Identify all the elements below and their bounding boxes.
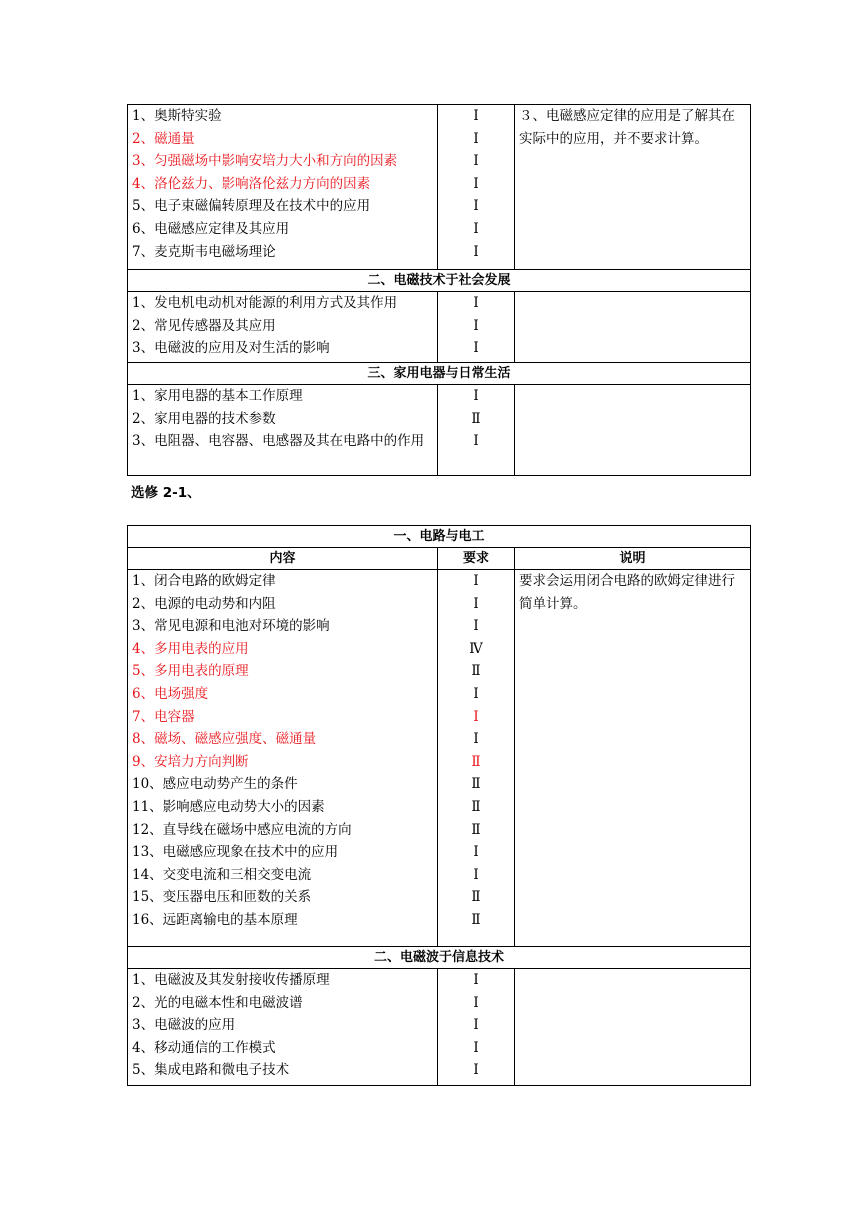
section-row (128, 270, 751, 292)
list-item: 6、电场强度 (132, 685, 209, 702)
requirement-level: Ⅰ (473, 130, 479, 147)
requirement-level: Ⅰ (473, 972, 479, 988)
list-item: 7、电容器 (132, 708, 195, 725)
requirement-level: Ⅰ (473, 388, 479, 404)
note-cell (515, 292, 751, 363)
list-item: 3、电磁波的应用及对生活的影响 (132, 340, 330, 357)
list-item: 7、麦克斯韦电磁场理论 (132, 243, 276, 260)
list-item: 5、集成电路和微电子技术 (132, 1062, 290, 1079)
content-cell (128, 385, 438, 476)
requirement-level: Ⅰ (473, 108, 479, 124)
requirement-level: Ⅱ (471, 889, 481, 906)
list-item: 1、发电机电动机对能源的利用方式及其作用 (132, 295, 398, 311)
section-title: 一、电路与电工 (128, 526, 751, 548)
table-row (128, 105, 751, 270)
requirement-level: Ⅰ (473, 317, 479, 334)
list-item: 3、匀强磁场中影响安培力大小和方向的因素 (132, 153, 398, 170)
list-item: 1、闭合电路的欧姆定律 (132, 573, 276, 589)
list-item: 8、磁场、磁感应强度、磁通量 (132, 731, 317, 748)
requirement-level: Ⅱ (471, 410, 481, 427)
standards-table-1 (127, 104, 751, 476)
section-row (128, 363, 751, 385)
requirement-level: Ⅳ (469, 640, 483, 657)
list-item: 2、电源的电动势和内阻 (132, 595, 276, 612)
table-row (128, 570, 751, 947)
column-header-requirement: 要求 (438, 548, 515, 570)
section-row (128, 947, 751, 969)
requirement-level: Ⅰ (473, 844, 479, 861)
list-item: 14、交变电流和三相交变电流 (132, 866, 312, 883)
list-item: 4、洛伦兹力、影响洛伦兹力方向的因素 (132, 175, 371, 192)
requirement-level: Ⅰ (473, 340, 479, 357)
column-header-note: 说明 (515, 548, 751, 570)
list-item: 4、移动通信的工作模式 (132, 1039, 276, 1056)
requirement-level: Ⅰ (473, 295, 479, 311)
list-item: 13、电磁感应现象在技术中的应用 (132, 844, 339, 861)
requirement-level: Ⅰ (473, 685, 479, 702)
section-row (128, 526, 751, 548)
note-cell (515, 105, 751, 270)
requirement-level: Ⅱ (471, 776, 481, 793)
table-row (128, 292, 751, 363)
table-row (128, 969, 751, 1086)
standards-table-2 (127, 525, 751, 1086)
requirement-level: Ⅰ (473, 573, 479, 589)
requirement-level: Ⅰ (473, 1017, 479, 1034)
requirement-level: Ⅰ (473, 994, 479, 1011)
content-cell (128, 969, 438, 1086)
list-item: 15、变压器电压和匝数的关系 (132, 889, 312, 906)
list-item: 2、光的电磁本性和电磁波谱 (132, 994, 303, 1011)
note-cell (515, 385, 751, 476)
requirement-level: Ⅱ (471, 798, 481, 815)
requirement-level: Ⅱ (471, 821, 481, 838)
column-header-content: 内容 (128, 548, 438, 570)
requirement-cell (438, 385, 515, 476)
note-text: 要求会运用闭合电路的欧姆定律进行简单计算。 (519, 573, 735, 612)
requirement-level: Ⅰ (473, 175, 479, 192)
requirement-level: Ⅱ (471, 753, 481, 770)
requirement-level: Ⅰ (473, 243, 479, 260)
requirement-cell (438, 292, 515, 363)
table-row (128, 385, 751, 476)
list-item: 3、常见电源和电池对环境的影响 (132, 618, 330, 635)
note-cell (515, 969, 751, 1086)
section-title: 二、电磁波于信息技术 (128, 947, 751, 969)
list-item: 1、家用电器的基本工作原理 (132, 388, 303, 404)
section-title: 三、家用电器与日常生活 (128, 363, 751, 385)
list-item: 5、多用电表的原理 (132, 663, 249, 680)
requirement-level: Ⅱ (471, 663, 481, 680)
requirement-level: Ⅰ (473, 731, 479, 748)
requirement-cell (438, 969, 515, 1086)
note-cell (515, 570, 751, 947)
requirement-level: Ⅰ (473, 708, 479, 725)
requirement-level: Ⅰ (473, 433, 479, 450)
requirement-level: Ⅰ (473, 866, 479, 883)
list-item: 12、直导线在磁场中感应电流的方向 (132, 821, 352, 838)
list-item: 2、常见传感器及其应用 (132, 317, 276, 334)
requirement-cell (438, 105, 515, 270)
section-label: 选修 2-1、 (131, 485, 201, 501)
list-item: 4、多用电表的应用 (132, 640, 249, 657)
list-item: 3、电磁波的应用 (132, 1017, 236, 1034)
list-item: 1、电磁波及其发射接收传播原理 (132, 972, 330, 988)
list-item: 2、家用电器的技术参数 (132, 410, 276, 427)
list-item: 1、奥斯特实验 (132, 108, 222, 124)
list-item: 11、影响感应电动势大小的因素 (132, 798, 325, 815)
requirement-level: Ⅰ (473, 220, 479, 237)
requirement-level: Ⅰ (473, 595, 479, 612)
content-cell (128, 105, 438, 270)
requirement-level: Ⅱ (471, 911, 481, 928)
list-item: 3、电阻器、电容器、电感器及其在电路中的作用 (132, 433, 425, 450)
list-item: 5、电子束磁偏转原理及在技术中的应用 (132, 198, 371, 215)
list-item: 9、安培力方向判断 (132, 753, 249, 770)
list-item: 10、感应电动势产生的条件 (132, 776, 298, 793)
list-item: 16、远距离输电的基本原理 (132, 911, 298, 928)
requirement-level: Ⅰ (473, 1039, 479, 1056)
requirement-cell (438, 570, 515, 947)
header-row (128, 548, 751, 570)
list-item: 2、磁通量 (132, 130, 195, 147)
requirement-level: Ⅰ (473, 198, 479, 215)
list-item: 6、电磁感应定律及其应用 (132, 220, 290, 237)
requirement-level: Ⅰ (473, 153, 479, 170)
requirement-level: Ⅰ (473, 1062, 479, 1079)
content-cell (128, 570, 438, 947)
requirement-level: Ⅰ (473, 618, 479, 635)
section-title: 二、电磁技术于社会发展 (128, 270, 751, 292)
content-cell (128, 292, 438, 363)
note-text: ３、电磁感应定律的应用是了解其在实际中的应用，并不要求计算。 (519, 108, 735, 147)
